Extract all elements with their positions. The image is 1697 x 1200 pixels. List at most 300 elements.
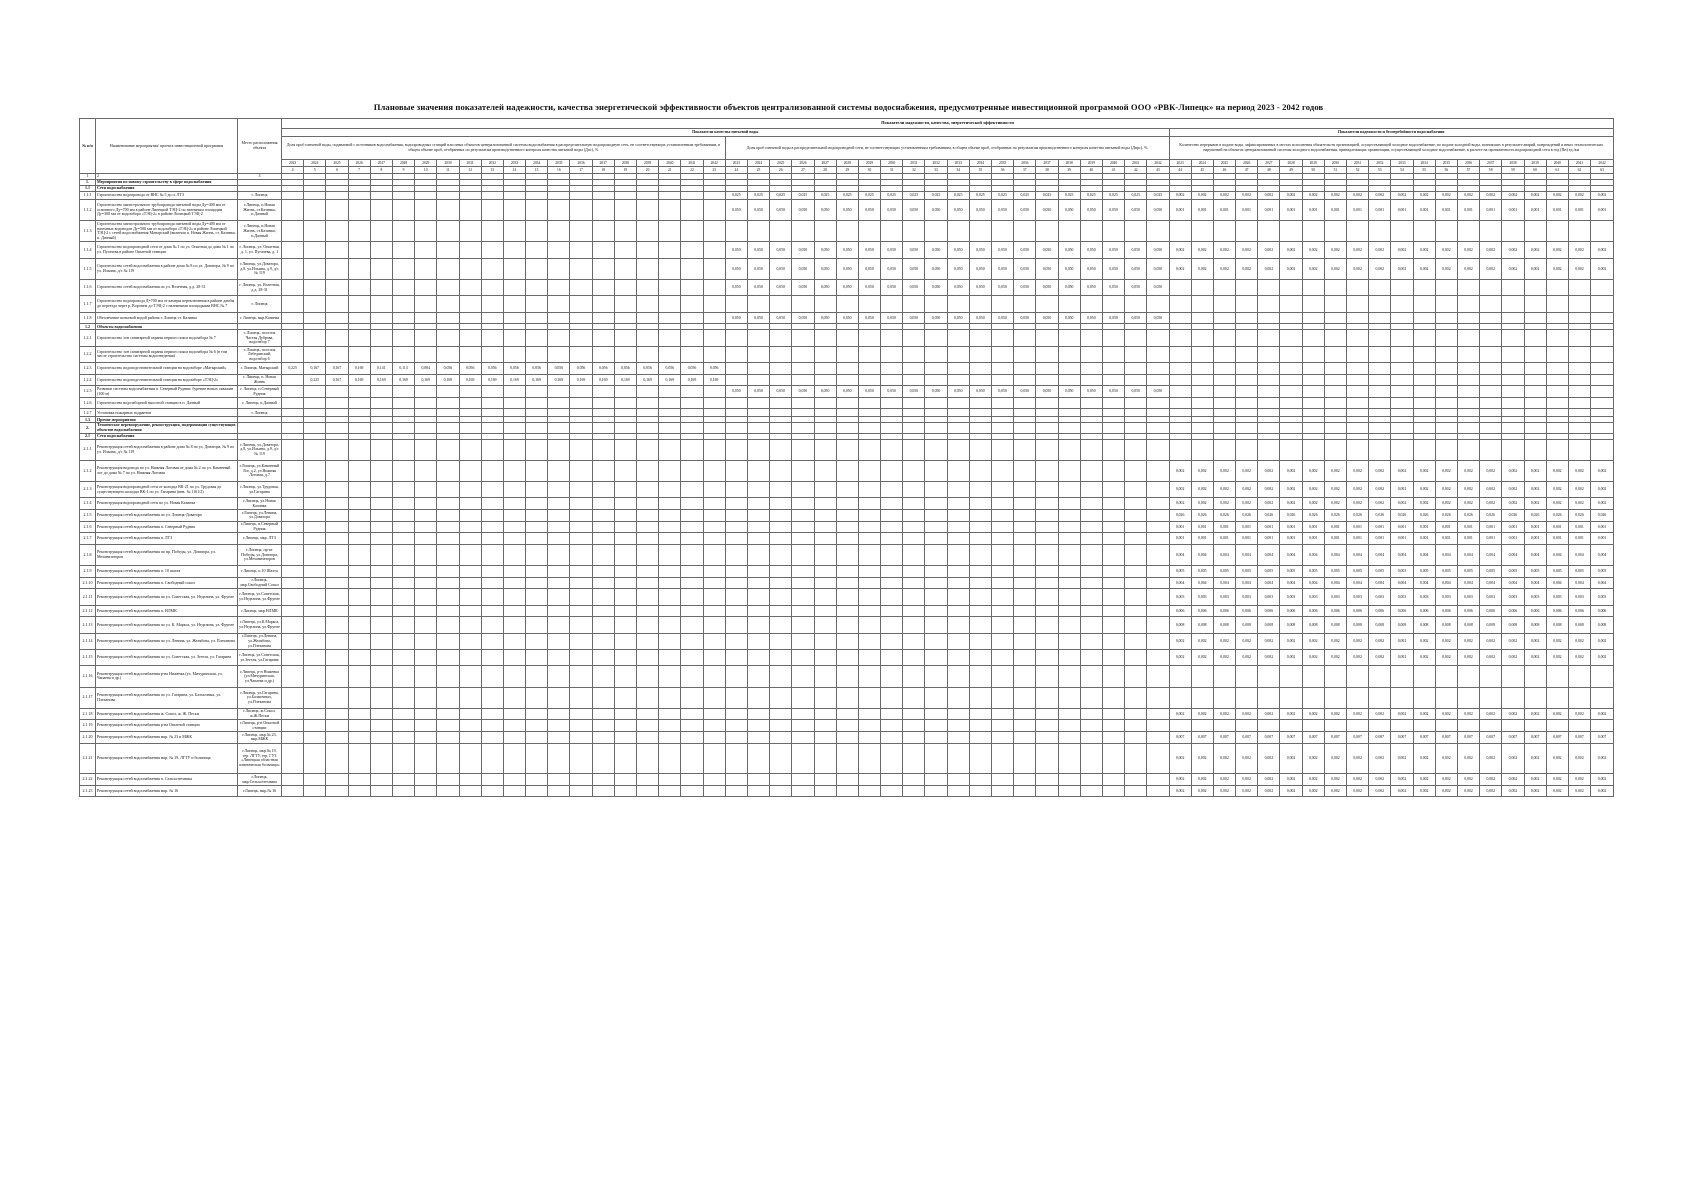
value-cell: 0,006 xyxy=(1347,605,1369,617)
empty-cell xyxy=(1435,330,1457,346)
row-location: г. Липецк, ул. Взлетная, д.д. 28-31 xyxy=(238,279,282,295)
empty-cell xyxy=(681,521,703,533)
row-number: 1.1.1 xyxy=(80,192,96,200)
empty-cell xyxy=(526,785,548,797)
empty-cell xyxy=(304,296,326,312)
empty-cell xyxy=(1502,666,1524,687)
empty-cell xyxy=(836,296,858,312)
empty-cell xyxy=(1568,439,1590,460)
row-number: 2.1.11 xyxy=(80,589,96,605)
empty-cell xyxy=(1280,330,1302,346)
empty-cell xyxy=(1102,423,1124,433)
value-cell: 0,002 xyxy=(1546,498,1568,510)
empty-cell xyxy=(370,221,392,242)
empty-cell xyxy=(570,423,592,433)
header-year: 2032 xyxy=(481,160,503,167)
value-cell: 0,002 xyxy=(1391,633,1413,649)
empty-cell xyxy=(1036,566,1058,578)
empty-cell xyxy=(348,649,370,665)
empty-cell xyxy=(282,296,304,312)
value-cell: 0,002 xyxy=(1591,774,1614,786)
empty-cell xyxy=(659,498,681,510)
empty-cell xyxy=(1480,386,1502,398)
empty-cell xyxy=(881,460,903,481)
empty-cell xyxy=(1524,330,1546,346)
value-cell: 0,004 xyxy=(1413,577,1435,589)
value-cell: 0,008 xyxy=(1502,617,1524,633)
row-project-name: Строительство водопроводной сети от дома № 1 по ул. Опытная до дома № 1 по ул. Пугачева в районе Опытной станции xyxy=(96,242,238,258)
empty-cell xyxy=(282,409,304,417)
empty-cell xyxy=(1502,312,1524,324)
empty-cell xyxy=(1125,666,1147,687)
value-cell: 0,004 xyxy=(1191,577,1213,589)
empty-cell xyxy=(659,279,681,295)
empty-cell xyxy=(681,409,703,417)
row-project-name: Развитие системы водоснабжения п. Северный Рудник: бурение новых скважин (100 м) xyxy=(96,386,238,398)
value-cell: 0,050 xyxy=(969,312,991,324)
value-cell: 0,004 xyxy=(1502,544,1524,565)
value-cell: 0,002 xyxy=(1568,633,1590,649)
empty-cell xyxy=(415,649,437,665)
header-column-number: 14 xyxy=(503,167,525,174)
value-cell: 0,006 xyxy=(1546,605,1568,617)
value-cell: 0,050 xyxy=(1102,386,1124,398)
empty-cell xyxy=(459,589,481,605)
empty-cell xyxy=(282,200,304,221)
empty-cell xyxy=(481,386,503,398)
empty-cell xyxy=(1036,363,1058,375)
value-cell: 0,002 xyxy=(1369,743,1391,774)
value-cell: 0,008 xyxy=(1169,617,1191,633)
empty-cell xyxy=(459,386,481,398)
empty-cell xyxy=(1413,687,1435,708)
value-cell: 0,002 xyxy=(1568,460,1590,481)
empty-cell xyxy=(592,720,614,732)
empty-cell xyxy=(814,633,836,649)
empty-cell xyxy=(1480,374,1502,386)
empty-cell xyxy=(392,200,414,221)
empty-cell xyxy=(969,397,991,409)
row-location: г. Липецк, п.Дачный xyxy=(238,397,282,409)
value-cell: 0,002 xyxy=(1391,192,1413,200)
empty-cell xyxy=(1080,566,1102,578)
empty-cell xyxy=(747,785,769,797)
empty-cell xyxy=(925,633,947,649)
empty-cell xyxy=(481,510,503,522)
value-cell: 0,025 xyxy=(1058,192,1080,200)
table-row xyxy=(80,617,1614,633)
empty-cell xyxy=(1058,731,1080,743)
empty-cell xyxy=(947,544,969,565)
empty-cell xyxy=(725,720,747,732)
value-cell: 0,002 xyxy=(1213,708,1235,720)
empty-cell xyxy=(792,397,814,409)
empty-cell xyxy=(592,666,614,687)
empty-cell xyxy=(814,521,836,533)
value-cell: 0,001 xyxy=(1502,533,1524,545)
empty-cell xyxy=(304,577,326,589)
empty-cell xyxy=(548,460,570,481)
empty-cell xyxy=(903,374,925,386)
row-project-name: Объекты водоснабжения xyxy=(96,324,238,330)
header-year: 2025 xyxy=(1213,160,1235,167)
value-cell: 0,050 xyxy=(947,279,969,295)
empty-cell xyxy=(282,258,304,279)
empty-cell xyxy=(770,482,792,498)
empty-cell xyxy=(592,633,614,649)
value-cell: 0,001 xyxy=(1280,521,1302,533)
empty-cell xyxy=(614,589,636,605)
empty-cell xyxy=(1524,374,1546,386)
value-cell: 0,025 xyxy=(969,192,991,200)
value-cell: 0,002 xyxy=(1347,498,1369,510)
value-cell: 0,001 xyxy=(1258,521,1280,533)
empty-cell xyxy=(1502,386,1524,398)
empty-cell xyxy=(925,397,947,409)
value-cell: 0,007 xyxy=(1391,731,1413,743)
value-cell: 0,050 xyxy=(1080,279,1102,295)
empty-cell xyxy=(1014,633,1036,649)
empty-cell xyxy=(348,258,370,279)
empty-cell xyxy=(703,720,725,732)
value-cell: 0,001 xyxy=(1169,533,1191,545)
value-cell: 0,002 xyxy=(1457,649,1479,665)
empty-cell xyxy=(681,510,703,522)
value-cell: 0,002 xyxy=(1480,242,1502,258)
row-project-name: Реконструкция сетей водоснабжения по пр. Победы, ул. Доватора, ул. Механизаторов xyxy=(96,544,238,565)
row-number: 1.1.5 xyxy=(80,258,96,279)
empty-cell xyxy=(1147,666,1169,687)
table-row xyxy=(80,521,1614,533)
empty-cell xyxy=(1169,720,1191,732)
empty-cell xyxy=(1191,346,1213,362)
empty-cell xyxy=(592,346,614,362)
empty-cell xyxy=(392,386,414,398)
empty-cell xyxy=(503,743,525,774)
empty-cell xyxy=(282,633,304,649)
empty-cell xyxy=(437,521,459,533)
empty-cell xyxy=(370,423,392,433)
value-cell: 0,006 xyxy=(1524,605,1546,617)
empty-cell xyxy=(392,666,414,687)
value-cell: 0,050 xyxy=(725,258,747,279)
empty-cell xyxy=(792,731,814,743)
empty-cell xyxy=(681,221,703,242)
empty-cell xyxy=(592,221,614,242)
empty-cell xyxy=(969,743,991,774)
empty-cell xyxy=(1413,221,1435,242)
empty-cell xyxy=(348,192,370,200)
empty-cell xyxy=(992,566,1014,578)
empty-cell xyxy=(415,666,437,687)
value-cell: 0,002 xyxy=(1524,774,1546,786)
header-year: 2041 xyxy=(1568,160,1590,167)
empty-cell xyxy=(526,192,548,200)
value-cell: 0,002 xyxy=(1457,258,1479,279)
table-row xyxy=(80,566,1614,578)
empty-cell xyxy=(947,330,969,346)
empty-cell xyxy=(548,386,570,398)
empty-cell xyxy=(370,617,392,633)
table-row xyxy=(80,785,1614,797)
value-cell: 0,002 xyxy=(1324,633,1346,649)
empty-cell xyxy=(1147,330,1169,346)
empty-cell xyxy=(392,330,414,346)
empty-cell xyxy=(348,577,370,589)
empty-cell xyxy=(437,617,459,633)
empty-cell xyxy=(282,687,304,708)
empty-cell xyxy=(992,296,1014,312)
header-column-number: 8 xyxy=(370,167,392,174)
empty-cell xyxy=(1236,363,1258,375)
empty-cell xyxy=(1280,386,1302,398)
value-cell: 0,001 xyxy=(1213,200,1235,221)
empty-cell xyxy=(1391,346,1413,362)
empty-cell xyxy=(1302,221,1324,242)
empty-cell xyxy=(1435,397,1457,409)
empty-cell xyxy=(526,409,548,417)
empty-cell xyxy=(947,605,969,617)
empty-cell xyxy=(1457,423,1479,433)
empty-cell xyxy=(947,363,969,375)
empty-cell xyxy=(637,510,659,522)
table-row xyxy=(80,687,1614,708)
empty-cell xyxy=(1080,439,1102,460)
empty-cell xyxy=(1568,397,1590,409)
empty-cell xyxy=(1147,423,1169,433)
empty-cell xyxy=(1391,666,1413,687)
header-year: 2040 xyxy=(1546,160,1568,167)
empty-cell xyxy=(903,785,925,797)
empty-cell xyxy=(881,687,903,708)
header-column-number: 30 xyxy=(858,167,880,174)
empty-cell xyxy=(814,720,836,732)
empty-cell xyxy=(747,589,769,605)
empty-cell xyxy=(570,521,592,533)
empty-cell xyxy=(1125,482,1147,498)
value-cell: 0,001 xyxy=(1191,521,1213,533)
value-cell: 0,050 xyxy=(947,242,969,258)
empty-cell xyxy=(1591,363,1614,375)
value-cell: 0,007 xyxy=(1546,731,1568,743)
empty-cell xyxy=(282,330,304,346)
header-column-number: 33 xyxy=(925,167,947,174)
row-number: 1.2.3 xyxy=(80,363,96,375)
row-project-name: Строительство сетей водоснабжения по ул. Взлетная, д.д. 28-31 xyxy=(96,279,238,295)
value-cell: 0,050 xyxy=(836,258,858,279)
row-location: г.Липецк, п.Северный Рудник xyxy=(238,521,282,533)
value-cell: 0,050 xyxy=(947,258,969,279)
empty-cell xyxy=(681,720,703,732)
row-number: 2.1.13 xyxy=(80,617,96,633)
value-cell: 0,050 xyxy=(1036,279,1058,295)
empty-cell xyxy=(392,533,414,545)
value-cell: 0,002 xyxy=(1324,708,1346,720)
row-number: 2.1.10 xyxy=(80,577,96,589)
row-number: 2.1.22 xyxy=(80,774,96,786)
empty-cell xyxy=(570,708,592,720)
empty-cell xyxy=(392,633,414,649)
value-cell: 0,004 xyxy=(1302,544,1324,565)
value-cell: 0,050 xyxy=(792,312,814,324)
header-year: 2026 xyxy=(792,160,814,167)
value-cell: 0,050 xyxy=(1036,386,1058,398)
empty-cell xyxy=(348,666,370,687)
value-cell: 0,002 xyxy=(1568,774,1590,786)
value-cell: 0,001 xyxy=(1546,200,1568,221)
empty-cell xyxy=(947,498,969,510)
empty-cell xyxy=(792,346,814,362)
empty-cell xyxy=(548,774,570,786)
header-year: 2030 xyxy=(881,160,903,167)
value-cell: 0,050 xyxy=(1102,200,1124,221)
value-cell: 0,005 xyxy=(1591,566,1614,578)
value-cell: 0,050 xyxy=(1080,386,1102,398)
value-cell: 0,050 xyxy=(836,200,858,221)
empty-cell xyxy=(1014,296,1036,312)
value-cell: 0,050 xyxy=(1080,312,1102,324)
empty-cell xyxy=(659,423,681,433)
value-cell: 0,002 xyxy=(1369,708,1391,720)
empty-cell xyxy=(304,708,326,720)
empty-cell xyxy=(1591,409,1614,417)
empty-cell xyxy=(1014,397,1036,409)
value-cell: 0,002 xyxy=(1480,708,1502,720)
value-cell: 0,002 xyxy=(1413,482,1435,498)
value-cell: 0,002 xyxy=(1502,242,1524,258)
empty-cell xyxy=(703,731,725,743)
empty-cell xyxy=(348,785,370,797)
empty-cell xyxy=(348,566,370,578)
empty-cell xyxy=(925,374,947,386)
empty-cell xyxy=(1457,409,1479,417)
empty-cell xyxy=(437,743,459,774)
empty-cell xyxy=(637,330,659,346)
empty-cell xyxy=(969,731,991,743)
value-cell: 0,001 xyxy=(1324,521,1346,533)
value-cell: 0,025 xyxy=(925,192,947,200)
empty-cell xyxy=(304,687,326,708)
empty-cell xyxy=(1080,687,1102,708)
empty-cell xyxy=(1413,312,1435,324)
row-number: 2.1.15 xyxy=(80,649,96,665)
value-cell: 0,050 xyxy=(814,200,836,221)
empty-cell xyxy=(437,731,459,743)
empty-cell xyxy=(1591,439,1614,460)
empty-cell xyxy=(481,605,503,617)
value-cell: 0,001 xyxy=(1191,533,1213,545)
empty-cell xyxy=(1546,374,1568,386)
empty-cell xyxy=(1591,312,1614,324)
empty-cell xyxy=(637,346,659,362)
value-cell: 0,001 xyxy=(1591,533,1614,545)
header-column-number: 57 xyxy=(1457,167,1479,174)
empty-cell xyxy=(681,330,703,346)
empty-cell xyxy=(836,363,858,375)
empty-cell xyxy=(969,423,991,433)
empty-cell xyxy=(836,589,858,605)
empty-cell xyxy=(282,708,304,720)
header-column-number: 41 xyxy=(1102,167,1124,174)
empty-cell xyxy=(592,330,614,346)
value-cell: 0,004 xyxy=(1568,544,1590,565)
empty-cell xyxy=(392,409,414,417)
empty-cell xyxy=(1347,666,1369,687)
empty-cell xyxy=(1391,397,1413,409)
empty-cell xyxy=(1080,666,1102,687)
header-year: 2039 xyxy=(637,160,659,167)
empty-cell xyxy=(1058,498,1080,510)
row-number: 2.1.14 xyxy=(80,633,96,649)
empty-cell xyxy=(703,510,725,522)
empty-cell xyxy=(1169,330,1191,346)
empty-cell xyxy=(1014,649,1036,665)
value-cell: 0,002 xyxy=(1280,708,1302,720)
value-cell: 0,002 xyxy=(1191,242,1213,258)
empty-cell xyxy=(370,386,392,398)
empty-cell xyxy=(659,346,681,362)
empty-cell xyxy=(925,423,947,433)
empty-cell xyxy=(1480,346,1502,362)
value-cell: 0,005 xyxy=(1169,566,1191,578)
value-cell: 0,001 xyxy=(1169,200,1191,221)
empty-cell xyxy=(1591,374,1614,386)
value-cell: 0,002 xyxy=(1568,708,1590,720)
header-column-number: 61 xyxy=(1546,167,1568,174)
value-cell: 0,002 xyxy=(1280,242,1302,258)
empty-cell xyxy=(770,510,792,522)
value-cell: 0,002 xyxy=(1502,460,1524,481)
empty-cell xyxy=(1213,423,1235,433)
empty-cell xyxy=(1258,312,1280,324)
row-location: 3 xyxy=(238,174,282,180)
empty-cell xyxy=(614,242,636,258)
value-cell: 0,004 xyxy=(1591,577,1614,589)
value-cell: 0,006 xyxy=(1413,605,1435,617)
empty-cell xyxy=(548,192,570,200)
empty-cell xyxy=(1125,544,1147,565)
empty-cell xyxy=(1080,785,1102,797)
empty-cell xyxy=(836,482,858,498)
empty-cell xyxy=(814,666,836,687)
empty-cell xyxy=(503,533,525,545)
value-cell: 0,002 xyxy=(1280,774,1302,786)
value-cell: 0,002 xyxy=(1480,649,1502,665)
empty-cell xyxy=(858,221,880,242)
empty-cell xyxy=(637,720,659,732)
empty-cell xyxy=(792,743,814,774)
empty-cell xyxy=(1125,617,1147,633)
row-number: 2.1.6 xyxy=(80,521,96,533)
empty-cell xyxy=(681,423,703,433)
value-cell: 0,002 xyxy=(1546,649,1568,665)
empty-cell xyxy=(1280,423,1302,433)
header-column-number: 20 xyxy=(637,167,659,174)
empty-cell xyxy=(681,460,703,481)
empty-cell xyxy=(770,544,792,565)
value-cell: 0,002 xyxy=(1347,743,1369,774)
table-row xyxy=(80,312,1614,324)
value-cell: 0,025 xyxy=(1080,192,1102,200)
empty-cell xyxy=(792,666,814,687)
value-cell: 0,050 xyxy=(725,200,747,221)
value-cell: 0,050 xyxy=(903,258,925,279)
empty-cell xyxy=(614,296,636,312)
empty-cell xyxy=(747,708,769,720)
value-cell: 0,002 xyxy=(1435,242,1457,258)
empty-cell xyxy=(659,242,681,258)
value-cell: 0,004 xyxy=(1302,577,1324,589)
